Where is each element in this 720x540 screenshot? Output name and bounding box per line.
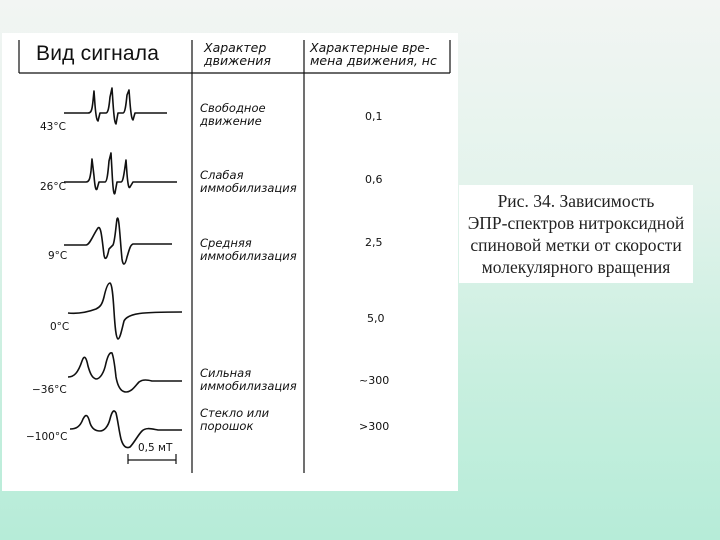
motion-type-label: Сильная иммобилизация [200,366,297,393]
temperature-label: −100°C [26,431,68,443]
scale-bar-label: 0,5 мТ [138,442,173,454]
motion-time-value: 0,6 [365,173,383,186]
caption-line-4: молекулярного вращения [481,257,671,277]
motion-time-value: ~300 [359,374,390,387]
spectrum-minus36c [68,353,182,392]
temperature-label: 43°C [40,121,66,133]
motion-type-label: Стекло или порошок [200,406,270,433]
motion-times-header: Характерные вре-мена движения, нс [310,40,437,68]
motion-time-value: 5,0 [367,312,385,325]
spectra [64,88,182,448]
spectrum-43c [64,88,167,124]
motion-type-label: Слабая иммобилизация [200,168,297,195]
spectrum-9c [64,218,172,264]
motion-time-value: 0,1 [365,110,383,123]
motion-type-header: Характер движения [204,40,271,68]
motion-time-value: >300 [359,420,390,433]
motion-time-value: 2,5 [365,236,383,249]
scale-bar [128,454,176,464]
motion-type-label: Свободное движение [200,101,266,128]
temperature-label: −36°C [32,384,67,396]
temperature-label: 9°C [48,250,68,262]
signal-type-header: Вид сигнала [36,42,160,65]
temperature-label: 0°C [50,321,70,333]
spectrum-26c [64,153,177,194]
motion-type-label: Средняя иммобилизация [200,236,297,263]
temperature-label: 26°C [40,181,66,193]
caption-line-1: Рис. 34. Зависимость [497,191,655,211]
spectrum-0c [68,283,182,339]
caption-line-2: ЭПР-спектров нитроксидной [467,213,685,233]
figure-caption [459,185,693,283]
epr-figure [2,33,458,491]
caption-line-3: спиновой метки от скорости [470,235,682,255]
